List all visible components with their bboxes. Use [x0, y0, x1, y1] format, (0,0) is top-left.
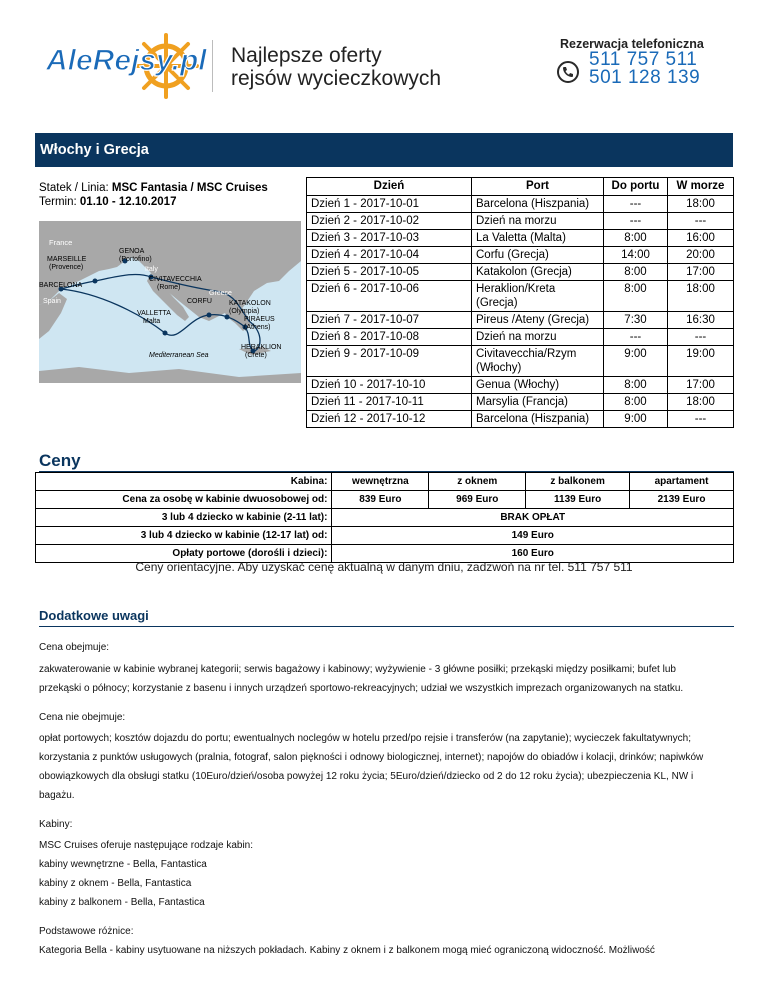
itinerary-row	[307, 213, 734, 230]
map-label-malta: Malta	[143, 318, 161, 325]
cabin-balcony: z balkonem	[526, 473, 630, 491]
itinerary-arrival: ---	[604, 213, 668, 230]
itinerary-port: Heraklion/Kreta (Grecja)	[472, 281, 604, 312]
map-label-france: France	[49, 238, 73, 247]
page-title-bar	[35, 133, 733, 167]
itinerary-row	[307, 264, 734, 281]
itinerary-port: Corfu (Grecja)	[472, 247, 604, 264]
itinerary-departure: 18:00	[668, 196, 734, 213]
map-label-piraeus: PIRAEUS	[244, 316, 275, 323]
excludes-line-1: opłat portowych; kosztów dojazdu do portu; ewentualnych noclegów w hotelu przed/po rejsie i transferów (na zapytanie); wycieczek fakultatywnych;	[39, 733, 692, 744]
map-label-rome: (Rome)	[157, 284, 181, 291]
cabins-line-1: MSC Cruises oferuje następujące rodzaje kabin:	[39, 840, 253, 851]
itinerary-day: Dzień 9 - 2017-10-09	[307, 346, 472, 377]
map-label-civitavecchia: CIVITAVECCHIA	[149, 276, 202, 283]
header-departure: W morze	[668, 178, 734, 196]
map-label-italy: Italy	[145, 266, 158, 273]
phone-title: Rezerwacja telefoniczna	[560, 37, 704, 51]
map-label-valletta: VALLETTA	[137, 310, 171, 317]
logo-divider	[212, 40, 213, 92]
excludes-line-4: bagażu.	[39, 790, 75, 801]
itinerary-departure: ---	[668, 411, 734, 428]
cabins-line-2: kabiny wewnętrzne - Bella, Fantastica	[39, 859, 207, 870]
term-line	[39, 195, 268, 209]
map-label-provence: (Provence)	[49, 264, 84, 271]
cabin-label: Kabina:	[36, 473, 332, 491]
ship-value: MSC Fantasia / MSC Cruises	[111, 182, 268, 194]
itinerary-departure: 17:00	[668, 377, 734, 394]
map-label-marseille: MARSEILLE	[47, 256, 87, 263]
header-arrival: Do portu	[604, 178, 668, 196]
itinerary-day: Dzień 5 - 2017-10-05	[307, 264, 472, 281]
map-label-corfu: CORFU	[187, 298, 212, 305]
child-2-11-row	[36, 509, 734, 527]
itinerary-day: Dzień 6 - 2017-10-06	[307, 281, 472, 312]
itinerary-port: Civitavecchia/Rzym (Włochy)	[472, 346, 604, 377]
itinerary-row	[307, 247, 734, 264]
cabins-line-3: kabiny z oknem - Bella, Fantastica	[39, 878, 192, 889]
tagline-line-1: Najlepsze oferty	[231, 44, 382, 67]
excludes-line-2: korzystania z punktów usługowych (pralnia, fotograf, salon piękności i odnowy biologicznej, internet); napojów do obiadów i kolacji, drinków; napiwków	[39, 752, 704, 763]
cruise-info	[39, 181, 268, 209]
tagline	[231, 44, 441, 90]
itinerary-header-row	[307, 178, 734, 196]
prices-note: Ceny orientacyjne. Aby uzyskać cenę aktualną w danym dniu, zadzwoń na nr tel. 511 757 511	[135, 560, 633, 574]
itinerary-arrival: 8:00	[604, 377, 668, 394]
route-map	[39, 221, 301, 383]
itinerary-port: Barcelona (Hiszpania)	[472, 411, 604, 428]
header-day: Dzień	[307, 178, 472, 196]
itinerary-day: Dzień 7 - 2017-10-07	[307, 312, 472, 329]
notes-divider	[39, 626, 734, 627]
itinerary-day: Dzień 4 - 2017-10-04	[307, 247, 472, 264]
map-label-greece: Greece	[209, 290, 232, 297]
page-header	[0, 0, 768, 125]
itinerary-departure: 16:30	[668, 312, 734, 329]
itinerary-row	[307, 281, 734, 312]
itinerary-port: Pireus /Ateny (Grecja)	[472, 312, 604, 329]
svg-text:AleRejsy.pl: AleRejsy.pl	[46, 44, 207, 77]
itinerary-departure: 16:00	[668, 230, 734, 247]
itinerary-row	[307, 312, 734, 329]
child-12-17-row	[36, 527, 734, 545]
itinerary-port: Katakolon (Grecja)	[472, 264, 604, 281]
child-2-11-label: 3 lub 4 dziecko w kabinie (2-11 lat):	[36, 509, 332, 527]
map-label-genoa: GENOA	[119, 248, 145, 255]
diff-label: Podstawowe różnice:	[39, 926, 134, 937]
itinerary-arrival: 8:00	[604, 230, 668, 247]
cabin-suite: apartament	[630, 473, 734, 491]
alerejsy-logo[interactable]	[44, 30, 214, 100]
itinerary-row	[307, 196, 734, 213]
itinerary-departure: ---	[668, 213, 734, 230]
excludes-line-3: obowiązkowych dla obsługi statku (10Euro/dzień/osoba powyżej 12 roku życia; 5Euro/dzień/dziecko od 2 do 12 roku życia); ubezpieczenia KL, NW i	[39, 771, 694, 782]
cabin-window: z oknem	[429, 473, 526, 491]
child-12-17-label: 3 lub 4 dziecko w kabinie (12-17 lat) od:	[36, 527, 332, 545]
map-label-barcelona: BARCELONA	[39, 282, 83, 289]
ship-line	[39, 181, 268, 195]
excludes-label: Cena nie obejmuje:	[39, 712, 126, 723]
itinerary-row	[307, 230, 734, 247]
price-window: 969 Euro	[429, 491, 526, 509]
itinerary-arrival: 8:00	[604, 281, 668, 312]
itinerary-row	[307, 394, 734, 411]
cabins-label: Kabiny:	[39, 819, 73, 830]
itinerary-port: Dzień na morzu	[472, 329, 604, 346]
itinerary-departure: 19:00	[668, 346, 734, 377]
itinerary-departure: 17:00	[668, 264, 734, 281]
price-inner: 839 Euro	[332, 491, 429, 509]
itinerary-departure: 18:00	[668, 281, 734, 312]
includes-label: Cena obejmuje:	[39, 642, 110, 653]
price-balcony: 1139 Euro	[526, 491, 630, 509]
itinerary-arrival: 9:00	[604, 346, 668, 377]
ship-label: Statek / Linia:	[39, 182, 109, 194]
itinerary-arrival: 9:00	[604, 411, 668, 428]
itinerary-day: Dzień 12 - 2017-10-12	[307, 411, 472, 428]
cabins-line-4: kabiny z balkonem - Bella, Fantastica	[39, 897, 205, 908]
itinerary-port: Dzień na morzu	[472, 213, 604, 230]
itinerary-table	[306, 177, 734, 428]
port-fees-label: Opłaty portowe (dorośli i dzieci):	[36, 545, 332, 563]
notes-section-title: Dodatkowe uwagi	[39, 608, 149, 623]
cabin-row	[36, 473, 734, 491]
includes-line-1: zakwaterowanie w kabinie wybranej kategorii; serwis bagażowy i kabinowy; wyżywienie - 3 główne posiłki; przekąski między posiłkami; bufet lub	[39, 664, 676, 675]
child-2-11-value: BRAK OPŁAT	[332, 509, 734, 527]
itinerary-row	[307, 346, 734, 377]
itinerary-departure: 18:00	[668, 394, 734, 411]
phone-number-2[interactable]: 501 128 139	[589, 67, 701, 88]
prices-section-title: Ceny	[39, 451, 81, 470]
itinerary-departure: ---	[668, 329, 734, 346]
phone-number-1[interactable]: 511 757 511	[589, 49, 698, 70]
cabin-inner: wewnętrzna	[332, 473, 429, 491]
itinerary-port: Marsylia (Francja)	[472, 394, 604, 411]
map-label-katakolon: KATAKOLON	[229, 300, 271, 307]
itinerary-row	[307, 377, 734, 394]
itinerary-arrival: 8:00	[604, 264, 668, 281]
itinerary-port: La Valetta (Malta)	[472, 230, 604, 247]
itinerary-day: Dzień 10 - 2017-10-10	[307, 377, 472, 394]
map-label-olympia: (Olympia)	[229, 308, 260, 315]
itinerary-arrival: 7:30	[604, 312, 668, 329]
itinerary-day: Dzień 11 - 2017-10-11	[307, 394, 472, 411]
map-label-heraklion: HERAKLION	[241, 344, 282, 351]
map-label-crete: (Crete)	[245, 352, 267, 359]
itinerary-row	[307, 329, 734, 346]
includes-line-2: przekąski o północy; korzystanie z basenu i innych urządzeń sportowo-rekreacyjnych; udział we wszystkich imprezach organizowanych na statku.	[39, 683, 684, 694]
port-fees-value: 160 Euro	[332, 545, 734, 563]
itinerary-arrival: ---	[604, 196, 668, 213]
phone-icon	[557, 61, 579, 83]
itinerary-day: Dzień 8 - 2017-10-08	[307, 329, 472, 346]
map-label-sea: Mediterranean Sea	[149, 352, 209, 359]
itinerary-day: Dzień 3 - 2017-10-03	[307, 230, 472, 247]
page-title: Włochy i Grecja	[40, 142, 149, 158]
itinerary-arrival: ---	[604, 329, 668, 346]
itinerary-arrival: 14:00	[604, 247, 668, 264]
itinerary-port: Genua (Włochy)	[472, 377, 604, 394]
itinerary-day: Dzień 1 - 2017-10-01	[307, 196, 472, 213]
itinerary-departure: 20:00	[668, 247, 734, 264]
phone-numbers	[589, 51, 700, 87]
per-person-label: Cena za osobę w kabinie dwuosobowej od:	[36, 491, 332, 509]
header-port: Port	[472, 178, 604, 196]
itinerary-day: Dzień 2 - 2017-10-02	[307, 213, 472, 230]
itinerary-arrival: 8:00	[604, 394, 668, 411]
child-12-17-value: 149 Euro	[332, 527, 734, 545]
itinerary-row	[307, 411, 734, 428]
map-label-spain: Spain	[43, 298, 61, 305]
term-value: 01.10 - 12.10.2017	[79, 196, 177, 208]
prices-table	[35, 472, 734, 563]
map-label-portofino: (Portofino)	[119, 256, 152, 263]
itinerary-port: Barcelona (Hiszpania)	[472, 196, 604, 213]
phone-reservation	[557, 37, 737, 88]
price-suite: 2139 Euro	[630, 491, 734, 509]
per-person-row	[36, 491, 734, 509]
tagline-line-2: rejsów wycieczkowych	[231, 67, 442, 90]
diff-line-1: Kategoria Bella - kabiny usytuowane na niższych pokładach. Kabiny z oknem i z balkonem mogą mieć ograniczoną widoczność. Możliwość	[39, 945, 655, 956]
map-label-athens: (Athens)	[244, 324, 271, 331]
term-label: Termin:	[39, 196, 77, 208]
